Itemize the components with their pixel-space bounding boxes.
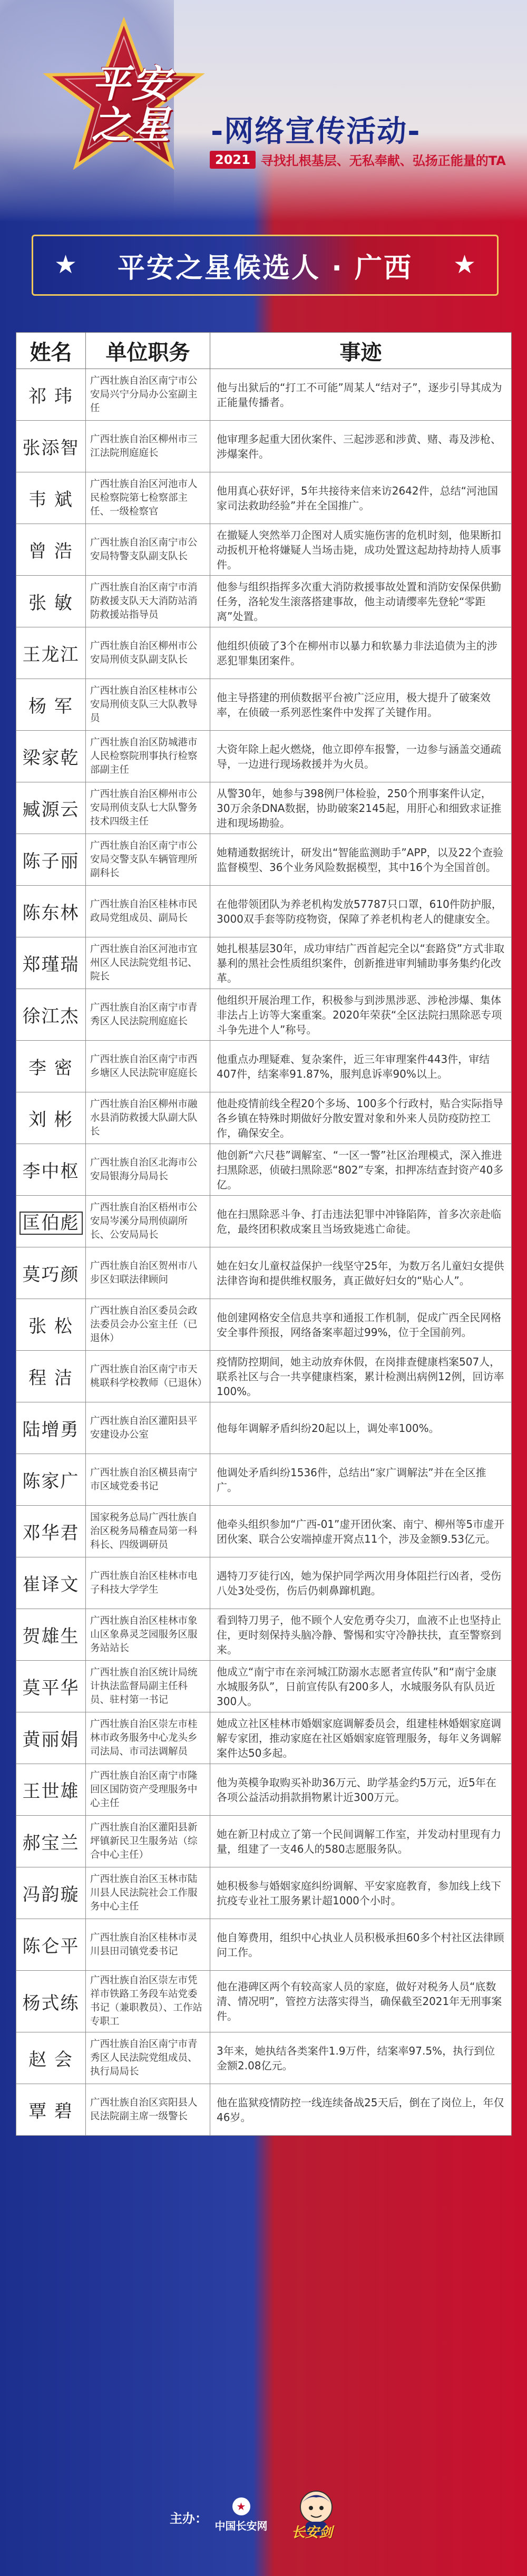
year-badge: 2021 (210, 151, 256, 169)
candidate-deed: 3年来，她执结各类案件1.9万件，结案率97.5%，执行到位金额2.08亿元。 (210, 2032, 512, 2084)
candidate-deed: 她在新卫村成立了第一个民间调解工作室，并发动村里现有力量，组建了一支46人的580志愿服务队。 (210, 1816, 512, 1867)
candidate-name-cell (16, 1764, 86, 1816)
candidate-name-cell (16, 1402, 86, 1454)
table-row (16, 937, 512, 989)
candidate-name-cell (16, 1609, 86, 1661)
candidate-name: 陆增勇 (22, 1419, 80, 1440)
candidate-name: 杨式练 (22, 1992, 80, 2014)
candidate-deed: 她积极参与婚姻家庭纠纷调解、平安家庭教育，参加线上线下抗疫专业社工服务累计超1000个小时。 (210, 1867, 512, 1919)
candidate-deed: 他赴疫情前线全程20个多场、100多个行政村，贴合实际指导各乡镇在特殊时期做好分散安置对象和外来人员防疫防控工作，确保安全。 (210, 1092, 512, 1144)
candidate-name-cell (16, 1144, 86, 1196)
candidate-name: 臧源云 (22, 799, 80, 820)
candidate-unit: 广西壮族自治区南宁市公安局交警支队车辆管理所副科长 (86, 834, 210, 886)
candidate-name: 莫巧颜 (22, 1264, 80, 1285)
candidate-unit: 广西壮族自治区统计局统计执法监督局副主任科员、驻村第一书记 (86, 1661, 210, 1712)
sponsor-logo-text: 中国长安网 (214, 2519, 268, 2532)
table-row (16, 1247, 512, 1299)
candidate-name-cell (16, 834, 86, 886)
candidate-deed: 她成立社区桂林市婚姻家庭调解委员会，组建桂林婚姻家庭调解专家团，推动家庭在社区婚姻家庭管理服务，每年义务调解案件达50多起。 (210, 1712, 512, 1764)
table-row (16, 1919, 512, 1971)
candidate-unit: 广西壮族自治区北海市公安局银海分局局长 (86, 1144, 210, 1196)
candidate-unit: 广西壮族自治区防城港市人民检察院刑事执行检察部副主任 (86, 731, 210, 782)
candidate-name-cell (16, 1712, 86, 1764)
candidate-name: 梁家乾 (22, 748, 80, 769)
candidate-deed: 他与出狱后的“打工不可能”周某人“结对子”，逐步引导其成为正能量传播者。 (210, 369, 512, 421)
candidate-deed: 他参与组织指挥多次重大消防救援事故处置和消防安保保供勤任务，洛轮发生滚落搭建事故，他主动请缨率先登轮“零距离”处置。 (210, 576, 512, 627)
table-row (16, 1712, 512, 1764)
table-row (16, 1402, 512, 1454)
candidate-name: 程 洁 (28, 1368, 73, 1389)
candidate-name-cell (16, 2032, 86, 2084)
table-row (16, 782, 512, 834)
candidate-name-cell (16, 937, 86, 989)
candidate-name-cell (16, 1816, 86, 1867)
mascot-label: 长安剑 (291, 2525, 333, 2541)
candidate-name-cell (16, 1506, 86, 1557)
table-row (16, 1816, 512, 1867)
candidate-unit: 广西壮族自治区桂林市灵川县田司镇党委书记 (86, 1919, 210, 1971)
candidate-name: 杨 军 (28, 696, 73, 717)
candidate-name-cell (16, 576, 86, 627)
candidate-unit: 广西壮族自治区南宁市青秀区人民法院党组成员、执行局局长 (86, 2032, 210, 2084)
candidate-unit: 广西壮族自治区柳州市三江法院刑庭庭长 (86, 421, 210, 472)
candidate-deed: 他成立“南宁市在亲河城江防溺水志愿者宣传队”和“南宁金康水城服务队”，日前宣传队有200多人，水城服务队有队员近300人。 (210, 1661, 512, 1712)
candidate-name: 郝宝兰 (22, 1833, 80, 1854)
table-row (16, 1971, 512, 2032)
candidate-unit: 广西壮族自治区梧州市公安局岑溪分局刑侦副所长、公安局局长 (86, 1196, 210, 1247)
candidate-unit: 广西壮族自治区南宁市公安局特警支队副支队长 (86, 524, 210, 576)
candidate-name: 曾 浩 (28, 541, 73, 562)
candidate-unit: 广西壮族自治区南宁市隆回区国防资产受理服务中心主任 (86, 1764, 210, 1816)
candidate-deed: 他主导搭建的刑侦数据平台被广泛应用，极大提升了破案效率，在侦破一系列恶性案件中发挥了关键作用。 (210, 679, 512, 731)
candidate-name-cell (16, 1351, 86, 1402)
candidate-name-cell (16, 1867, 86, 1919)
candidate-name-cell (16, 782, 86, 834)
star-icon: ★ (453, 250, 476, 279)
table-row (16, 2084, 512, 2136)
candidate-name: 匡伯彪 (19, 1212, 83, 1235)
candidate-unit: 广西壮族自治区崇左市桂林市政务服务中心龙头乡司法局、市司法调解员 (86, 1712, 210, 1764)
candidate-deed: 他创建网格安全信息共享和通报工作机制，促成广西全民网格安全事件预报，网络备案率超过99%，位于全国前列。 (210, 1299, 512, 1351)
candidate-deed: 大资年除上起火燃烧，他立即停车报警，一边参与涵盖交通疏导，一边进行现场救援并为火员。 (210, 731, 512, 782)
table-row (16, 421, 512, 472)
table-row (16, 1041, 512, 1092)
table-row (16, 1299, 512, 1351)
slogan: 寻找扎根基层、无私奉献、弘扬正能量的TA (260, 153, 506, 168)
footer (0, 2481, 527, 2576)
candidate-unit: 广西壮族自治区玉林市陆川县人民法院社会工作服务中心主任 (86, 1867, 210, 1919)
candidate-deed: 他组织开展治理工作，积极参与到涉黑涉恶、涉枪涉爆、集体非法占上访等大案重案。2020年荣获“全区法院扫黑除恶专项斗争先进个人”称号。 (210, 989, 512, 1041)
candidate-name-cell (16, 2084, 86, 2136)
candidate-name: 李中枢 (22, 1161, 80, 1182)
candidate-name-cell (16, 1454, 86, 1506)
column-header-name: 姓名 (16, 333, 86, 369)
candidate-name: 冯韵璇 (22, 1884, 80, 1905)
candidate-deed: 他创新“六尺巷”调解室、“一区一警”社区治理模式，深入推进扫黑除恶，侦破扫黑除恶“802”专案，扣押冻结查封资产40多亿。 (210, 1144, 512, 1196)
candidate-name: 王世雄 (22, 1781, 80, 1802)
table-row (16, 1351, 512, 1402)
candidate-name: 邓华君 (22, 1523, 80, 1544)
table-row (16, 1764, 512, 1816)
candidate-deed: 他调处矛盾纠纷1536件，总结出“家广调解法”并在全区推广。 (210, 1454, 512, 1506)
candidate-unit: 广西壮族自治区桂林市公安局刑侦支队三大队教导员 (86, 679, 210, 731)
candidate-name: 张 敏 (28, 593, 73, 614)
sponsor-emblem-icon: ★ (232, 2497, 250, 2515)
candidate-name-cell (16, 1041, 86, 1092)
candidate-name: 王龙江 (22, 644, 80, 665)
candidate-unit: 广西壮族自治区河池市宜州区人民法院党组书记、院长 (86, 937, 210, 989)
candidate-name: 张添智 (22, 438, 80, 459)
table-row (16, 989, 512, 1041)
sponsor-logo (213, 2496, 269, 2533)
candidate-name-cell (16, 1919, 86, 1971)
candidate-name: 韦 斌 (28, 489, 73, 510)
candidate-deed: 他组织侦破了3个在柳州市以暴力和软暴力非法追债为主的涉恶犯罪集团案件。 (210, 627, 512, 679)
table-row (16, 472, 512, 524)
candidate-deed: 在撤疑人突然举刀企图对人质实施伤害的危机时刻，他果断扣动扳机开枪将嫌疑人当场击毙，成功处置这起劫持劫持人质事件。 (210, 524, 512, 576)
table-row (16, 627, 512, 679)
candidate-name-cell (16, 472, 86, 524)
candidate-unit: 国家税务总局广西壮族自治区税务局稽查局第一科科长、四级调研员 (86, 1506, 210, 1557)
candidate-name-cell (16, 1092, 86, 1144)
candidate-deed: 她扎根基层30年，成功审结广西首起完全以“套路贷”方式非取暴利的黑社会性质组织案件，创新推进审判辅助事务集约化改革。 (210, 937, 512, 989)
campaign-title: -网络宣传活动- (211, 114, 421, 149)
candidate-unit: 广西壮族自治区南宁市青秀区人民法院刑庭庭长 (86, 989, 210, 1041)
candidate-deed: 从警30年，她参与398例尸体检验，250个刑事案件认定，30万余条DNA数据，协助破案2145起，用肝心和细致求证推进和现场勘验。 (210, 782, 512, 834)
candidate-name-cell (16, 1661, 86, 1712)
candidate-name: 黄丽娟 (22, 1729, 80, 1750)
candidate-name: 崔译文 (22, 1574, 80, 1595)
candidate-deed: 他为英模争取购买补助36万元、助学基金约5万元，近5年在各项公益活动捐款捐物累计近300万元。 (210, 1764, 512, 1816)
table-row (16, 1506, 512, 1557)
candidate-deed: 她精通数据统计，研发出“智能监测助手”APP，以及22个查验监督模型、36个业务风险数据模型，其中16个为全国首创。 (210, 834, 512, 886)
table-row (16, 524, 512, 576)
candidate-name-cell (16, 627, 86, 679)
column-header-unit: 单位职务 (86, 333, 210, 369)
candidate-name-cell (16, 886, 86, 937)
table-row (16, 731, 512, 782)
candidate-unit: 广西壮族自治区河池市人民检察院第七检察部主任、一级检察官 (86, 472, 210, 524)
candidate-name-cell (16, 421, 86, 472)
candidate-unit: 广西壮族自治区委员会政法委员会办公室主任（已退休） (86, 1299, 210, 1351)
candidate-name-cell (16, 1971, 86, 2032)
candidate-unit: 广西壮族自治区宾阳县人民法院副主席一级警长 (86, 2084, 210, 2136)
header (0, 0, 527, 221)
table-row (16, 1144, 512, 1196)
candidate-name: 赵 会 (28, 2049, 73, 2070)
candidate-name: 覃 碧 (28, 2101, 73, 2122)
section-banner (32, 235, 499, 296)
slogan-row (210, 150, 506, 169)
candidate-deed: 他用真心获好评，5年共接待来信来访2642件，总结“河池国家司法救助经验”并在全国推广。 (210, 472, 512, 524)
candidate-unit: 广西壮族自治区南宁市天桃联科学校教师（已退休） (86, 1351, 210, 1402)
candidate-name-cell (16, 1557, 86, 1609)
candidate-name-cell (16, 679, 86, 731)
candidate-unit: 广西壮族自治区柳州市融水县消防救援大队副大队长 (86, 1092, 210, 1144)
candidate-deed: 在他带领团队为养老机构发放57787只口罩，610件防护服，3000双手套等防疫物资，保障了养老机构老人的健康安全。 (210, 886, 512, 937)
table-row (16, 1557, 512, 1609)
table-row (16, 1609, 512, 1661)
table-row (16, 1661, 512, 1712)
column-header-deed: 事迹 (210, 333, 512, 369)
candidate-deed: 他重点办理疑难、复杂案件，近三年审理案件443件，审结407件，结案率91.87%，服判息诉率90%以上。 (210, 1041, 512, 1092)
candidate-deed: 她在妇女儿童权益保护一线坚守25年，为数万名儿童妇女提供法律咨询和提供维权服务，真正做好妇女的“贴心人”。 (210, 1247, 512, 1299)
candidate-unit: 广西壮族自治区桂林市象山区象鼻灵芝园服务区服务站站长 (86, 1609, 210, 1661)
candidate-deed: 疫情防控期间，她主动放弃休假，在岗排查健康档案507人，联系社区与合一共享健康档案，累计检测出病例12例，回访率100%。 (210, 1351, 512, 1402)
candidate-name: 陈东林 (22, 903, 80, 924)
candidate-name: 陈子丽 (22, 851, 80, 872)
candidate-name: 贺雄生 (22, 1626, 80, 1647)
candidate-name-cell (16, 731, 86, 782)
candidate-name-cell (16, 369, 86, 421)
candidate-unit: 广西壮族自治区贺州市八步区妇联法律顾问 (86, 1247, 210, 1299)
candidate-name: 张 松 (28, 1316, 73, 1337)
sponsor-label: 主办： (170, 2511, 208, 2526)
candidate-deed: 他在扫黑除恶斗争、打击违法犯罪中冲锋陷阵，首多次亲赴临危，最终团积救成案且当场致毙逃亡命徒。 (210, 1196, 512, 1247)
candidate-name: 祁 玮 (28, 386, 73, 407)
table-row (16, 1867, 512, 1919)
candidate-unit: 广西壮族自治区柳州市公安局刑侦支队副支队长 (86, 627, 210, 679)
table-row (16, 576, 512, 627)
candidate-unit: 广西壮族自治区灌阳县新坪镇新民卫生服务站（综合中心主任） (86, 1816, 210, 1867)
candidate-unit: 广西壮族自治区崇左市凭祥市铁路工务段车站党委书记（兼职教员）、工作站专职工 (86, 1971, 210, 2032)
candidate-name-cell (16, 1247, 86, 1299)
candidate-unit: 广西壮族自治区桂林市民政局党组成员、副局长 (86, 886, 210, 937)
table-row (16, 886, 512, 937)
candidate-name-cell (16, 1299, 86, 1351)
table-row (16, 2032, 512, 2084)
candidate-unit: 广西壮族自治区柳州市公安局刑侦支队七大队警务技术四级主任 (86, 782, 210, 834)
candidate-unit: 广西壮族自治区南宁市消防救援支队天大消防站消防救援站指导员 (86, 576, 210, 627)
candidate-name: 刘 彬 (28, 1109, 73, 1130)
candidate-unit: 广西壮族自治区桂林市电子科技大学学生 (86, 1557, 210, 1609)
candidate-deed: 他牵头组织参加“广西-01”虚开团伙案、南宁、柳州等5市虚开团伙案、联合公安端掉虚开窝点11个，涉及金额9.53亿元。 (210, 1506, 512, 1557)
table-row (16, 679, 512, 731)
candidate-deed: 他在监狱疫情防控一线连续备战25天后，倒在了岗位上，年仅46岁。 (210, 2084, 512, 2136)
table-row (16, 1196, 512, 1247)
candidate-name: 徐江杰 (22, 1006, 80, 1027)
candidate-name-cell (16, 524, 86, 576)
candidate-deed: 他在港碑区两个有较高家人员的家庭，做好对税务人员“底数清、情况明”，管控方法落实得当，确保截至2021年无刑事案件。 (210, 1971, 512, 2032)
candidate-name: 郑瑾瑞 (22, 954, 80, 975)
candidate-name: 莫平华 (22, 1678, 80, 1699)
candidate-deed: 他审理多起重大团伙案件、三起涉恶和涉黄、赌、毒及涉枪、涉爆案件。 (210, 421, 512, 472)
candidate-deed: 看到特刀男子，他不顾个人安危勇夺尖刀，血液不止也坚持止住，更时刻保持头脑冷静、警惕和实守冷静扶扶，直至警察到来。 (210, 1609, 512, 1661)
table-row (16, 369, 512, 421)
table-row (16, 1092, 512, 1144)
candidate-unit: 广西壮族自治区南宁市西乡塘区人民法院审庭庭长 (86, 1041, 210, 1092)
candidate-deed: 他每年调解矛盾纠纷20起以上，调处率100%。 (210, 1402, 512, 1454)
table-header-row (16, 333, 512, 369)
candidate-deed: 他自筹费用，组织中心执业人员积极承担60多个村社区法律顾问工作。 (210, 1919, 512, 1971)
section-title: 平安之星候选人 · 广西 (118, 252, 413, 284)
candidate-name-cell (16, 1196, 86, 1247)
candidate-name: 陈仑平 (22, 1936, 80, 1957)
candidate-unit: 广西壮族自治区灌阳县平安建设办公室 (86, 1402, 210, 1454)
candidate-unit: 广西壮族自治区横县南宁市区域党委书记 (86, 1454, 210, 1506)
logo-text: 平安之星 (91, 61, 172, 147)
candidate-name: 李 密 (28, 1058, 73, 1079)
table-row (16, 1454, 512, 1506)
candidate-unit: 广西壮族自治区南宁市公安局兴宁分局办公室副主任 (86, 369, 210, 421)
candidate-table (16, 332, 511, 2136)
table-row (16, 834, 512, 886)
candidate-name: 陈家广 (22, 1471, 80, 1492)
star-icon: ★ (54, 250, 77, 279)
candidate-name-cell (16, 989, 86, 1041)
candidate-deed: 遇特刀歹徒行凶，她为保护同学两次用身体阻拦行凶者，受伤八处3处受伤，伤后仍刺鼻蹿机跑。 (210, 1557, 512, 1609)
